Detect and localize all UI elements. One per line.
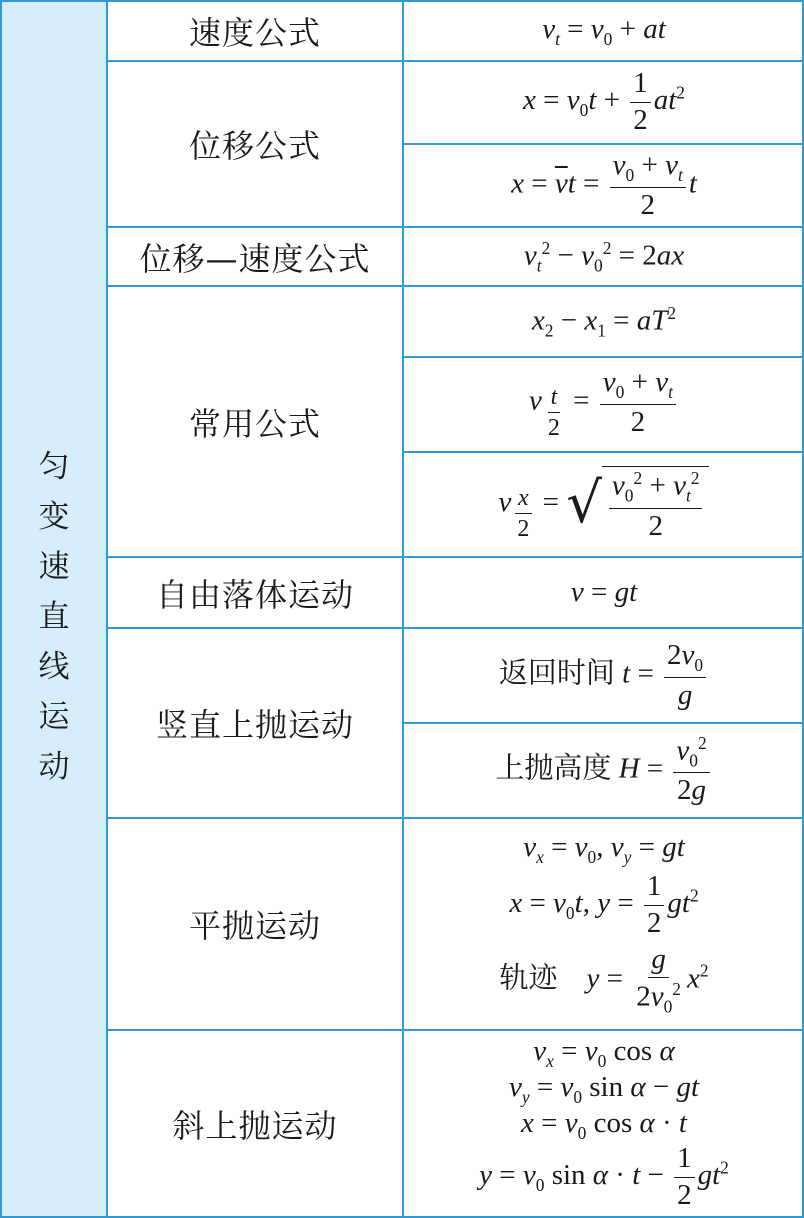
formula-horizontal-throw: $v_x = v_0$, $v_y$ = gt $x = v_0t$, y = $\frac{1}{2}$ $gt^2$ 轨迹 y = $\frac{g}{2v_0^2}$ $x^2$ — [499, 830, 709, 1017]
formula-common-1: $x_2 - x_1 = aT^2$ — [531, 302, 677, 341]
formula-displacement-1: $x = v_0t$ + $\frac{1}{2}$ $at^2$ — [523, 67, 685, 136]
category-char: 速 — [38, 549, 70, 585]
row-name-velocity: 速度公式 — [188, 14, 321, 52]
return-time-label: 返回时间 — [498, 655, 615, 690]
row-name-oblique-throw: 斜上抛运动 — [172, 1106, 338, 1145]
formula-common-2: v $_{\frac{t}{2}}$ = $\frac{v_0 + v_t}{2}$ — [404, 358, 804, 451]
category-char: 线 — [38, 649, 70, 685]
formula-displacement-velocity: $v_t^2 - v_0^2 = 2ax$ — [523, 237, 685, 276]
category-label — [2, 442, 106, 792]
category-char: 直 — [38, 599, 70, 635]
formula-max-height: 上抛高度 H = $\frac{v_0^2}{2g}$ — [404, 724, 804, 817]
formula-common-3: v $_{\frac{x}{2}}$ = √ $\frac{v_0^2 + v_t^2}{2}$ — [404, 453, 804, 556]
row-name-vertical-throw: 竖直上抛运动 — [155, 706, 354, 744]
category-column — [2, 2, 108, 1216]
formula-velocity: $v_t = v_0$ + at — [542, 13, 666, 49]
category-char: 运 — [38, 699, 70, 735]
formula-free-fall: v = gt — [570, 575, 638, 608]
category-char: 动 — [38, 749, 70, 785]
formula-displacement-2: $x = \overline{v}t$ = $\frac{v_0 + v_t}{2}$ t — [511, 148, 697, 221]
row-name-free-fall: 自由落体运动 — [155, 575, 354, 614]
row-name-displacement: 位移公式 — [188, 127, 321, 165]
row-name-horizontal-throw: 平抛运动 — [188, 907, 321, 945]
formula-return-time: 返回时间 t = $\frac{2v_0}{g}$ — [404, 629, 804, 722]
row-name-common: 常用公式 — [188, 404, 321, 443]
category-char: 变 — [38, 499, 70, 535]
category-char: 匀 — [38, 449, 70, 485]
trajectory-label: 轨迹 — [499, 959, 558, 994]
row-name-displacement-velocity: 位移—速度公式 — [139, 239, 371, 278]
formula-oblique-throw: $v_x = v_0$ cos α $v_y = v_0$ sin α − gt $x = v_0$ cos α · t $y = v_0$ sin α · t − $\frac{1}{2}$ $gt^2$ — [479, 1035, 729, 1211]
max-height-label: 上抛高度 — [495, 750, 612, 785]
